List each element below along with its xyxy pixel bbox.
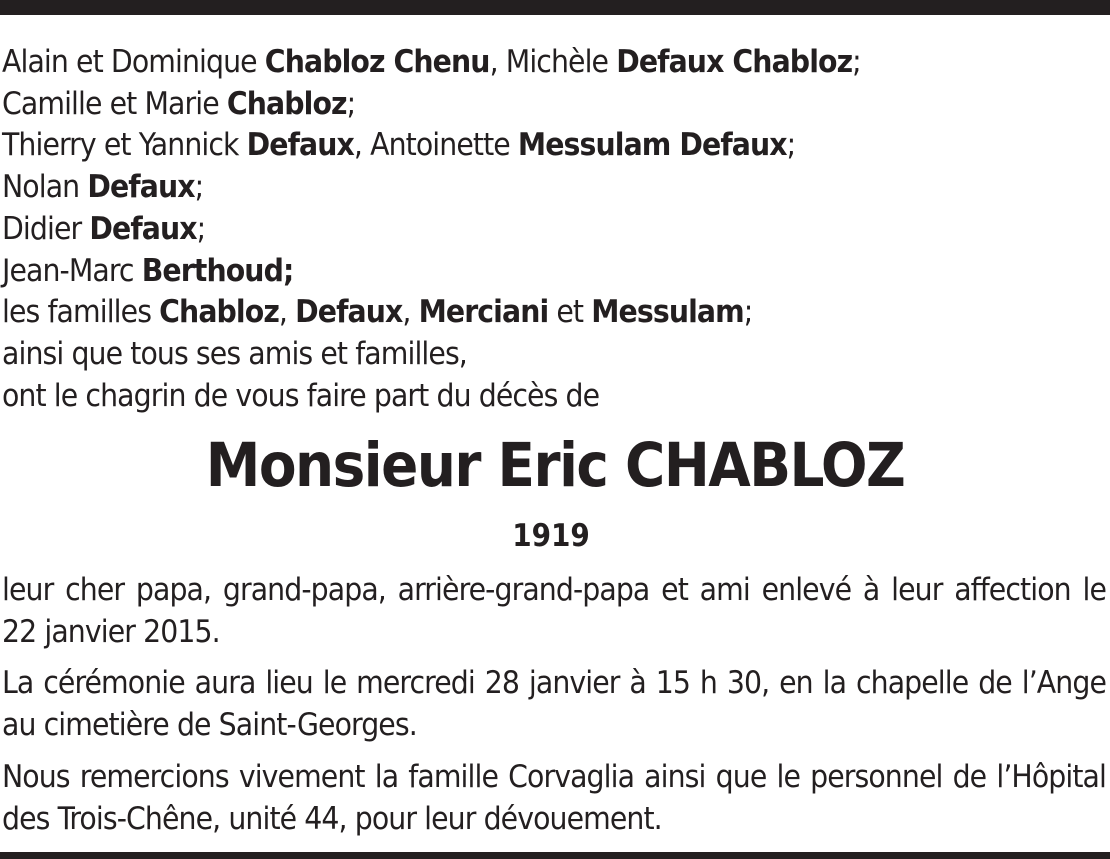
family-text: et bbox=[548, 294, 592, 331]
family-line bbox=[2, 251, 1108, 293]
family-line bbox=[2, 334, 1108, 376]
family-text: Camille et Marie bbox=[2, 85, 227, 122]
family-line bbox=[2, 167, 1108, 209]
family-surname: Defaux bbox=[295, 294, 403, 331]
family-line bbox=[2, 292, 1108, 334]
family-surname: Defaux Chabloz bbox=[616, 44, 853, 80]
family-line bbox=[2, 84, 1108, 126]
family-surname: Defaux bbox=[246, 127, 354, 164]
top-border-rule bbox=[0, 0, 1110, 15]
family-surname: Defaux bbox=[87, 169, 195, 206]
family-surname: Merciani bbox=[418, 294, 549, 331]
family-surname: Chabloz bbox=[159, 294, 279, 331]
deceased-name: Monsieur Eric CHABLOZ bbox=[205, 430, 905, 501]
family-text: , bbox=[278, 294, 296, 331]
family-surname: Chabloz bbox=[226, 85, 347, 122]
family-list bbox=[2, 42, 1108, 417]
family-text: ; bbox=[743, 294, 753, 331]
paragraph-tribute: leur cher papa, grand-papa, arrière-grand-papa et ami enlevé à leur affection le 22 janvier 2015. bbox=[2, 572, 1106, 650]
family-surname: Chabloz Chenu bbox=[264, 44, 490, 80]
family-line bbox=[2, 42, 1108, 84]
family-text: Didier bbox=[2, 210, 90, 247]
family-text: ; bbox=[852, 44, 861, 80]
family-surname: Berthoud; bbox=[141, 252, 294, 289]
family-text: , Antoinette bbox=[353, 127, 518, 164]
bottom-border-rule bbox=[0, 852, 1110, 859]
family-text: ; bbox=[346, 85, 356, 122]
family-text: Nolan bbox=[2, 169, 88, 206]
family-text: , bbox=[402, 294, 419, 331]
family-text: ont le chagrin de vous faire part du décès de bbox=[2, 377, 600, 414]
birth-year: 1919 bbox=[512, 518, 590, 554]
family-line bbox=[2, 209, 1108, 251]
family-surname: Messulam bbox=[591, 294, 744, 331]
family-text: Alain et Dominique bbox=[2, 44, 265, 80]
family-line bbox=[2, 376, 1108, 418]
family-line bbox=[2, 125, 1108, 167]
family-text: ; bbox=[194, 169, 204, 206]
family-text: ainsi que tous ses amis et familles, bbox=[2, 335, 467, 372]
family-surname: Messulam Defaux bbox=[517, 127, 787, 164]
family-surname: Defaux bbox=[89, 210, 197, 247]
family-text: ; bbox=[786, 127, 796, 164]
family-text: ; bbox=[196, 210, 206, 247]
obituary-body bbox=[2, 570, 1106, 850]
obituary-announcement bbox=[2, 42, 1108, 417]
paragraph-thanks: Nous remercions vivement la famille Corvaglia ainsi que le personnel de l’Hôpital des Trois-Chêne, unité 44, pour leur dévouement. bbox=[2, 758, 1106, 837]
family-text: les familles bbox=[2, 294, 160, 331]
family-text: Thierry et Yannick bbox=[2, 127, 247, 164]
paragraph-ceremony: La cérémonie aura lieu le mercredi 28 janvier à 15 h 30, en la chapelle de l’Ange au cimetière de Saint-Georges. bbox=[2, 665, 1106, 744]
family-text: Jean-Marc bbox=[2, 252, 142, 289]
family-text: , Michèle bbox=[489, 44, 617, 80]
